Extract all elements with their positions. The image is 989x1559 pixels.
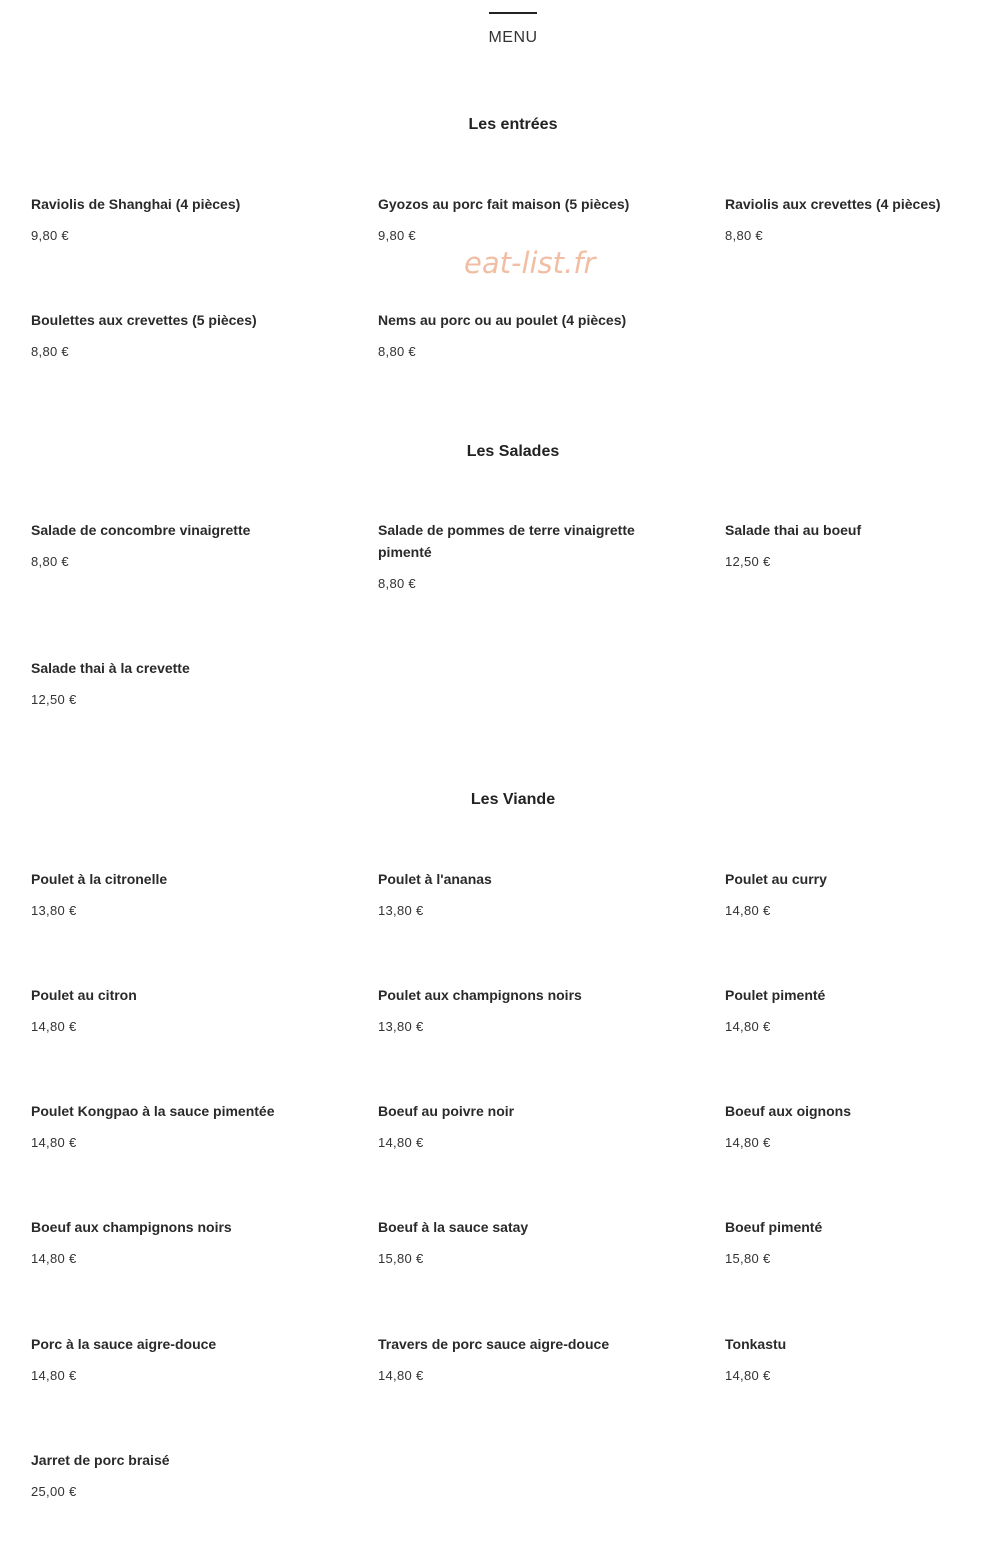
menu-item bbox=[31, 309, 301, 359]
menu-item bbox=[725, 868, 989, 918]
item-price: 14,80 € bbox=[725, 1019, 771, 1034]
menu-item bbox=[31, 1216, 301, 1266]
item-name: Boeuf au poivre noir bbox=[378, 1103, 515, 1119]
item-name: Raviolis aux crevettes (4 pièces) bbox=[725, 196, 941, 212]
item-price: 9,80 € bbox=[378, 228, 416, 243]
menu-item bbox=[31, 1333, 301, 1383]
item-name: Salade thai à la crevette bbox=[31, 660, 190, 676]
menu-item bbox=[378, 309, 648, 359]
item-name: Boeuf aux champignons noirs bbox=[31, 1219, 232, 1235]
item-price: 14,80 € bbox=[725, 1135, 771, 1150]
menu-item bbox=[31, 1100, 301, 1150]
item-price: 9,80 € bbox=[31, 228, 69, 243]
menu-active-indicator bbox=[489, 12, 537, 14]
item-name: Boeuf pimenté bbox=[725, 1219, 823, 1235]
watermark: eat-list.fr bbox=[464, 246, 596, 280]
item-name: Salade de concombre vinaigrette bbox=[31, 522, 251, 538]
item-name: Poulet pimenté bbox=[725, 987, 826, 1003]
item-price: 25,00 € bbox=[31, 1484, 77, 1499]
item-price: 8,80 € bbox=[725, 228, 763, 243]
item-name: Boeuf aux oignons bbox=[725, 1103, 851, 1119]
menu-item bbox=[725, 984, 989, 1034]
section-title: Les Viande bbox=[470, 791, 556, 808]
menu-item bbox=[725, 1333, 989, 1383]
item-price: 15,80 € bbox=[725, 1251, 771, 1266]
menu-item bbox=[31, 193, 301, 243]
item-price: 8,80 € bbox=[378, 576, 416, 591]
item-name: Poulet à l'ananas bbox=[378, 871, 492, 887]
item-price: 14,80 € bbox=[725, 1368, 771, 1383]
menu-item bbox=[378, 1333, 648, 1383]
menu-item bbox=[378, 984, 648, 1034]
item-name: Poulet aux champignons noirs bbox=[378, 987, 582, 1003]
item-name: Poulet au curry bbox=[725, 871, 827, 887]
menu-item bbox=[725, 1100, 989, 1150]
menu-item bbox=[31, 519, 301, 569]
menu-item bbox=[31, 868, 301, 918]
section-title: Les entrées bbox=[468, 116, 558, 133]
item-price: 13,80 € bbox=[378, 1019, 424, 1034]
item-name: Salade de pommes de terre vinaigrette pimenté bbox=[378, 522, 635, 560]
item-name: Poulet au citron bbox=[31, 987, 137, 1003]
item-name: Tonkastu bbox=[725, 1336, 787, 1352]
item-name: Poulet à la citronelle bbox=[31, 871, 168, 887]
item-name: Jarret de porc braisé bbox=[31, 1452, 170, 1468]
menu-item bbox=[378, 519, 648, 591]
item-price: 14,80 € bbox=[378, 1135, 424, 1150]
item-name: Boulettes aux crevettes (5 pièces) bbox=[31, 312, 257, 328]
item-price: 14,80 € bbox=[31, 1368, 77, 1383]
section-title: Les Salades bbox=[466, 443, 560, 460]
menu-header bbox=[0, 0, 989, 60]
menu-item bbox=[725, 519, 989, 569]
item-name: Porc à la sauce aigre-douce bbox=[31, 1336, 217, 1352]
item-name: Nems au porc ou au poulet (4 pièces) bbox=[378, 312, 627, 328]
menu-item bbox=[31, 984, 301, 1034]
menu-item bbox=[378, 868, 648, 918]
item-price: 15,80 € bbox=[378, 1251, 424, 1266]
menu-item bbox=[31, 657, 301, 707]
item-name: Gyozos au porc fait maison (5 pièces) bbox=[378, 196, 630, 212]
item-name: Travers de porc sauce aigre-douce bbox=[378, 1336, 610, 1352]
item-price: 14,80 € bbox=[378, 1368, 424, 1383]
item-price: 13,80 € bbox=[31, 903, 77, 918]
item-price: 12,50 € bbox=[725, 554, 771, 569]
item-price: 14,80 € bbox=[31, 1135, 77, 1150]
item-name: Salade thai au boeuf bbox=[725, 522, 862, 538]
menu-item bbox=[725, 1216, 989, 1266]
item-price: 14,80 € bbox=[725, 903, 771, 918]
item-price: 14,80 € bbox=[31, 1251, 77, 1266]
item-price: 12,50 € bbox=[31, 692, 77, 707]
menu-item bbox=[725, 193, 989, 243]
item-price: 13,80 € bbox=[378, 903, 424, 918]
item-name: Raviolis de Shanghai (4 pièces) bbox=[31, 196, 241, 212]
menu-item bbox=[31, 1449, 301, 1499]
item-price: 14,80 € bbox=[31, 1019, 77, 1034]
item-price: 8,80 € bbox=[378, 344, 416, 359]
item-price: 8,80 € bbox=[31, 554, 69, 569]
item-price: 8,80 € bbox=[31, 344, 69, 359]
item-name: Boeuf à la sauce satay bbox=[378, 1219, 529, 1235]
menu-tab[interactable]: MENU bbox=[488, 29, 538, 46]
menu-item bbox=[378, 1100, 648, 1150]
menu-item bbox=[378, 1216, 648, 1266]
item-name: Poulet Kongpao à la sauce pimentée bbox=[31, 1103, 275, 1119]
menu-item bbox=[378, 193, 648, 243]
